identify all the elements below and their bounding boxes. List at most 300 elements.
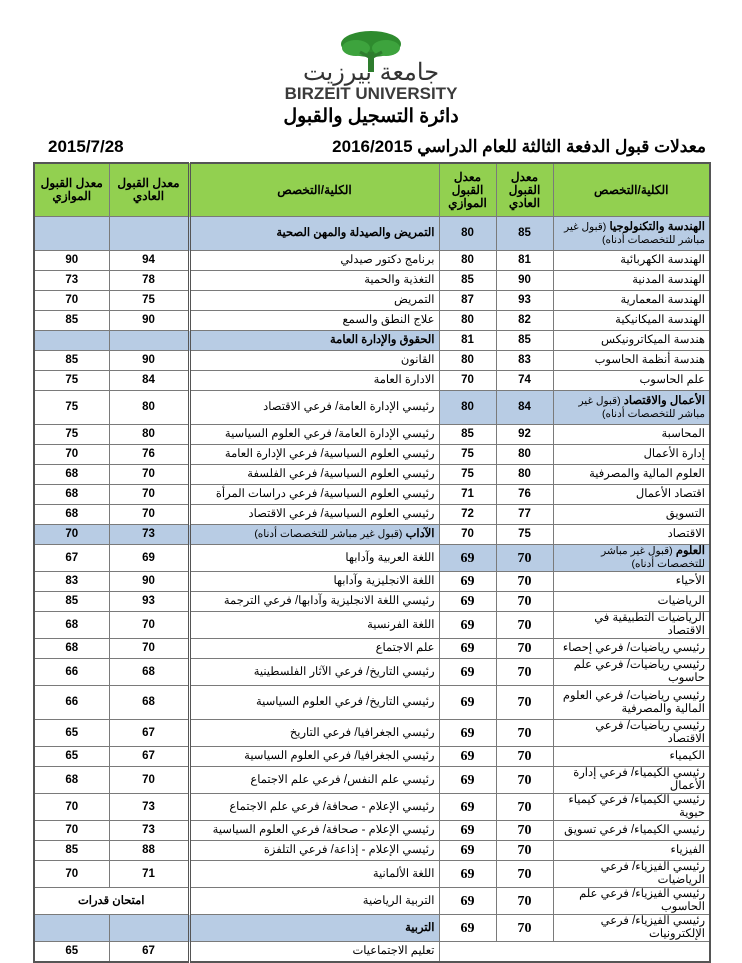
program-label: الفيزياء (670, 844, 705, 856)
right-parallel-rate: 69 (439, 545, 496, 572)
right-parallel-rate: 69 (439, 841, 496, 861)
table-row (34, 572, 710, 592)
left-regular-rate: 88 (109, 841, 189, 861)
program-label: رئيسي اللغة الانجليزية وآدابها/ فرعي الترجمة (223, 595, 435, 607)
left-program-name (189, 291, 439, 311)
right-regular-rate: 75 (496, 525, 553, 545)
left-regular-rate: 68 (109, 659, 189, 686)
right-regular-rate: 70 (496, 767, 553, 794)
right-regular-rate: 70 (496, 686, 553, 720)
table-row (34, 545, 710, 572)
left-parallel-rate: 67 (34, 545, 109, 572)
program-label: اللغة العربية وآدابها (345, 551, 435, 564)
left-program-name (189, 659, 439, 686)
left-regular-rate: 71 (109, 861, 189, 888)
program-label: التمريض والصيدلة والمهن الصحية (276, 227, 435, 239)
right-empty-row (439, 942, 710, 963)
right-regular-rate: 77 (496, 505, 553, 525)
right-parallel-rate: 81 (439, 331, 496, 351)
right-program-name (553, 251, 710, 271)
program-label: التغذية والحمية (364, 274, 435, 286)
left-regular-rate (109, 915, 189, 942)
right-parallel-rate: 80 (439, 251, 496, 271)
program-label: التربية (405, 921, 435, 934)
left-parallel-rate: 85 (34, 841, 109, 861)
right-parallel-rate: 69 (439, 888, 496, 915)
right-program-header: الكلية/التخصص (553, 163, 710, 217)
left-program-name (189, 612, 439, 639)
right-regular-rate: 92 (496, 425, 553, 445)
table-row (34, 525, 710, 545)
left-regular-rate: 73 (109, 794, 189, 821)
right-program-name (553, 841, 710, 861)
right-regular-rate: 85 (496, 217, 553, 251)
program-label: رئيسي الإدارة العامة/ فرعي الاقتصاد (263, 401, 435, 413)
left-regular-rate: 68 (109, 686, 189, 720)
program-label: المحاسبة (661, 428, 705, 440)
program-label: رئيسي الفيزياء/ فرعي الرياضيات (600, 861, 705, 886)
left-program-name (189, 217, 439, 251)
left-parallel-rate: 90 (34, 251, 109, 271)
right-parallel-header: معدل القبول الموازي (439, 163, 496, 217)
left-regular-rate: 67 (109, 942, 189, 963)
left-program-name (189, 251, 439, 271)
right-program-name (553, 686, 710, 720)
program-label: رئيسي الفيزياء/ فرعي علم الحاسوب (579, 888, 705, 913)
right-parallel-rate: 80 (439, 311, 496, 331)
left-parallel-rate (34, 915, 109, 942)
right-program-name (553, 720, 710, 747)
program-label: رئيسي التاريخ/ فرعي العلوم السياسية (255, 696, 435, 708)
program-label: علاج النطق والسمع (342, 314, 435, 326)
left-parallel-rate: 68 (34, 639, 109, 659)
left-parallel-rate: 75 (34, 371, 109, 391)
right-parallel-rate: 80 (439, 391, 496, 425)
right-parallel-rate: 69 (439, 794, 496, 821)
right-regular-rate: 81 (496, 251, 553, 271)
program-label: رئيسي رياضيات/ فرعي العلوم المالية والمصرفية (562, 689, 705, 715)
right-regular-rate: 70 (496, 888, 553, 915)
program-label: رئيسي الإعلام - صحافة/ فرعي العلوم السياسية (212, 824, 435, 836)
left-regular-rate: 73 (109, 525, 189, 545)
program-label: رئيسي الجغرافيا/ فرعي التاريخ (289, 726, 435, 739)
table-row (34, 271, 710, 291)
program-label: الادارة العامة (373, 374, 435, 386)
left-parallel-rate: 68 (34, 612, 109, 639)
left-parallel-rate: 68 (34, 465, 109, 485)
right-regular-rate: 74 (496, 371, 553, 391)
program-note: (قبول غير مباشر للتخصصات أدناه) (578, 394, 705, 420)
program-label: اقتصاد الأعمال (635, 488, 705, 500)
right-parallel-rate: 80 (439, 351, 496, 371)
left-regular-rate: 70 (109, 505, 189, 525)
left-parallel-rate: 68 (34, 767, 109, 794)
table-row (34, 821, 710, 841)
university-name-arabic: جامعة بيرزيت (302, 58, 440, 86)
right-program-name (553, 915, 710, 942)
program-label: العلوم المالية والمصرفية (589, 468, 705, 480)
program-label: التربية الرياضية (362, 894, 435, 907)
left-regular-rate: 70 (109, 465, 189, 485)
left-program-name (189, 686, 439, 720)
program-label: الهندسة الميكانيكية (615, 314, 705, 326)
left-parallel-rate: 75 (34, 391, 109, 425)
program-label: تعليم الاجتماعيات (352, 945, 435, 957)
program-label: علم الحاسوب (639, 374, 705, 386)
right-program-name (553, 821, 710, 841)
left-program-name (189, 371, 439, 391)
left-regular-rate: 80 (109, 425, 189, 445)
right-program-name (553, 371, 710, 391)
right-program-name (553, 291, 710, 311)
left-program-header: الكلية/التخصص (189, 163, 439, 217)
table-row (34, 747, 710, 767)
left-regular-rate: 75 (109, 291, 189, 311)
admission-rates-table (33, 162, 711, 963)
program-label: هندسة أنظمة الحاسوب (594, 354, 705, 366)
program-label: رئيسي العلوم السياسية/ فرعي الفلسفة (247, 468, 435, 480)
right-regular-rate: 70 (496, 545, 553, 572)
left-regular-rate: 76 (109, 445, 189, 465)
left-program-name (189, 841, 439, 861)
document-date: 2015/7/28 (48, 137, 124, 156)
left-regular-rate (109, 331, 189, 351)
left-parallel-rate (34, 331, 109, 351)
right-regular-rate: 70 (496, 592, 553, 612)
table-row (34, 686, 710, 720)
program-label: الهندسة والتكنولوجيا (609, 220, 705, 233)
table-row (34, 465, 710, 485)
right-program-name (553, 485, 710, 505)
left-program-name (189, 331, 439, 351)
left-program-name (189, 505, 439, 525)
left-regular-rate: 70 (109, 767, 189, 794)
left-regular-rate: 67 (109, 720, 189, 747)
table-row (34, 485, 710, 505)
right-program-name (553, 465, 710, 485)
table-row (34, 217, 710, 251)
left-program-name (189, 465, 439, 485)
program-note: (قبول غير مباشر للتخصصات أدناه) (601, 545, 705, 570)
left-parallel-rate: 66 (34, 686, 109, 720)
left-parallel-header: معدل القبول الموازي (34, 163, 109, 217)
program-label: رئيسي الإعلام - صحافة/ فرعي علم الاجتماع (229, 800, 435, 813)
right-regular-rate: 70 (496, 659, 553, 686)
left-parallel-rate: 65 (34, 942, 109, 963)
right-parallel-rate: 70 (439, 525, 496, 545)
left-regular-rate: 94 (109, 251, 189, 271)
left-parallel-rate: 70 (34, 821, 109, 841)
program-label: اللغة الألمانية (372, 867, 435, 880)
program-label: رئيسي علم النفس/ فرعي علم الاجتماع (250, 773, 435, 786)
program-label: هندسة الميكاترونيكس (600, 334, 705, 346)
left-parallel-rate: 70 (34, 861, 109, 888)
left-parallel-rate: 85 (34, 311, 109, 331)
right-parallel-rate: 69 (439, 612, 496, 639)
left-parallel-rate: 68 (34, 485, 109, 505)
left-parallel-rate (34, 217, 109, 251)
left-program-name (189, 861, 439, 888)
right-parallel-rate: 69 (439, 639, 496, 659)
left-program-name (189, 425, 439, 445)
left-merged-note: امتحان قدرات (34, 888, 189, 915)
left-program-name (189, 572, 439, 592)
program-label: رئيسي العلوم السياسية/ فرعي الإدارة العامة (224, 448, 435, 460)
left-parallel-rate: 70 (34, 291, 109, 311)
table-row (34, 505, 710, 525)
program-label: رئيسي رياضيات/ فرعي إحصاء (562, 642, 705, 654)
left-regular-rate (109, 217, 189, 251)
left-regular-header: معدل القبول العادي (109, 163, 189, 217)
left-program-name (189, 311, 439, 331)
right-program-name (553, 861, 710, 888)
right-program-name (553, 445, 710, 465)
university-name-english: BIRZEIT UNIVERSITY (284, 84, 458, 103)
right-regular-rate: 70 (496, 841, 553, 861)
left-program-name (189, 767, 439, 794)
table-row (34, 291, 710, 311)
right-regular-rate: 70 (496, 639, 553, 659)
left-regular-rate: 70 (109, 612, 189, 639)
right-regular-rate: 70 (496, 572, 553, 592)
table-row (34, 767, 710, 794)
program-label: اللغة الفرنسية (367, 618, 435, 631)
department-name: دائرة التسجيل والقبول (283, 106, 459, 127)
left-program-name (189, 915, 439, 942)
right-parallel-rate: 85 (439, 425, 496, 445)
right-program-name (553, 351, 710, 371)
table-row (34, 391, 710, 425)
right-program-name (553, 425, 710, 445)
table-row (34, 371, 710, 391)
table-row (34, 720, 710, 747)
left-program-name (189, 794, 439, 821)
right-parallel-rate: 69 (439, 767, 496, 794)
program-label: الحقوق والإدارة العامة (330, 334, 435, 346)
right-parallel-rate: 69 (439, 747, 496, 767)
left-parallel-rate: 70 (34, 525, 109, 545)
program-label: الكيمياء (669, 750, 705, 762)
program-label: العلوم (675, 545, 705, 557)
table-row (34, 841, 710, 861)
table-row (34, 861, 710, 888)
right-program-name (553, 525, 710, 545)
right-program-name (553, 767, 710, 794)
left-parallel-rate: 75 (34, 425, 109, 445)
program-label: رئيسي الكيمياء/ فرعي تسويق (564, 824, 705, 836)
table-row (34, 612, 710, 639)
right-program-name (553, 572, 710, 592)
left-program-name (189, 592, 439, 612)
left-parallel-rate: 73 (34, 271, 109, 291)
right-program-name (553, 505, 710, 525)
table-row (34, 915, 710, 942)
program-label: اللغة الانجليزية وآدابها (333, 575, 435, 587)
right-program-name (553, 271, 710, 291)
left-regular-rate: 70 (109, 485, 189, 505)
table-row (34, 639, 710, 659)
program-label: رئيسي الجغرافيا/ فرعي العلوم السياسية (244, 750, 435, 762)
right-regular-rate: 80 (496, 465, 553, 485)
program-label: الأعمال والاقتصاد (623, 394, 705, 407)
right-program-name (553, 659, 710, 686)
right-program-name (553, 311, 710, 331)
left-program-name (189, 445, 439, 465)
program-label: رئيسي الإدارة العامة/ فرعي العلوم السياسية (224, 428, 435, 440)
right-regular-rate: 70 (496, 747, 553, 767)
right-regular-rate: 70 (496, 915, 553, 942)
program-label: رئيسي رياضيات/ فرعي علم حاسوب (573, 659, 705, 684)
right-program-name (553, 639, 710, 659)
right-parallel-rate: 70 (439, 371, 496, 391)
table-row (34, 794, 710, 821)
program-label: رئيسي الكيمياء/ فرعي كيمياء حيوية (568, 794, 705, 819)
program-label: التسويق (665, 508, 705, 520)
left-regular-rate: 90 (109, 351, 189, 371)
program-label: علم الاجتماع (375, 642, 435, 654)
right-regular-rate: 70 (496, 821, 553, 841)
program-label: رئيسي رياضيات/ فرعي الاقتصاد (595, 720, 705, 745)
left-program-name (189, 747, 439, 767)
program-label: رئيسي الفيزياء/ فرعي الإلكترونيات (600, 915, 705, 940)
program-note: (قبول غير مباشر للتخصصات أدناه) (254, 528, 403, 540)
right-parallel-rate: 69 (439, 720, 496, 747)
right-parallel-rate: 72 (439, 505, 496, 525)
left-parallel-rate: 83 (34, 572, 109, 592)
program-label: القانون (400, 354, 435, 366)
left-program-name (189, 271, 439, 291)
right-parallel-rate: 69 (439, 686, 496, 720)
left-parallel-rate: 85 (34, 592, 109, 612)
right-regular-rate: 70 (496, 720, 553, 747)
table-row (34, 331, 710, 351)
right-program-name (553, 794, 710, 821)
left-regular-rate: 70 (109, 639, 189, 659)
left-regular-rate: 73 (109, 821, 189, 841)
program-label: رئيسي الكيمياء/ فرعي إدارة الأعمال (573, 767, 705, 792)
program-label: الآداب (405, 528, 435, 540)
right-parallel-rate: 71 (439, 485, 496, 505)
left-regular-rate: 90 (109, 311, 189, 331)
right-program-name (553, 217, 710, 251)
left-regular-rate: 84 (109, 371, 189, 391)
left-parallel-rate: 85 (34, 351, 109, 371)
left-parallel-rate: 68 (34, 505, 109, 525)
program-label: الهندسة الكهربائية (620, 254, 705, 266)
left-parallel-rate: 66 (34, 659, 109, 686)
right-regular-rate: 70 (496, 612, 553, 639)
right-parallel-rate: 75 (439, 465, 496, 485)
right-regular-rate: 83 (496, 351, 553, 371)
right-parallel-rate: 69 (439, 915, 496, 942)
left-program-name (189, 351, 439, 371)
right-regular-rate: 85 (496, 331, 553, 351)
table-row (34, 351, 710, 371)
program-label: رئيسي الإعلام - إذاعة/ فرعي التلفزة (263, 844, 435, 856)
table-row (34, 659, 710, 686)
program-label: رئيسي العلوم السياسية/ فرعي دراسات المرأة (215, 488, 435, 500)
left-regular-rate: 78 (109, 271, 189, 291)
right-parallel-rate: 87 (439, 291, 496, 311)
right-parallel-rate: 69 (439, 592, 496, 612)
right-regular-rate: 76 (496, 485, 553, 505)
left-program-name (189, 821, 439, 841)
program-label: الرياضيات (657, 595, 705, 607)
left-parallel-rate: 70 (34, 445, 109, 465)
left-parallel-rate: 65 (34, 720, 109, 747)
left-regular-rate: 90 (109, 572, 189, 592)
right-parallel-rate: 80 (439, 217, 496, 251)
right-regular-rate: 80 (496, 445, 553, 465)
right-parallel-rate: 69 (439, 861, 496, 888)
left-program-name (189, 545, 439, 572)
right-program-name (553, 612, 710, 639)
left-regular-rate: 80 (109, 391, 189, 425)
right-program-name (553, 747, 710, 767)
left-program-name (189, 639, 439, 659)
right-regular-rate: 90 (496, 271, 553, 291)
left-program-name (189, 391, 439, 425)
left-parallel-rate: 70 (34, 794, 109, 821)
right-program-name (553, 545, 710, 572)
table-row (34, 942, 710, 963)
program-label: الهندسة المعمارية (620, 294, 705, 306)
right-parallel-rate: 69 (439, 821, 496, 841)
program-label: إدارة الأعمال (643, 448, 705, 460)
program-label: رئيسي التاريخ/ فرعي الآثار الفلسطينية (253, 665, 435, 678)
right-program-name (553, 888, 710, 915)
program-label: التمريض (394, 294, 435, 306)
table-row (34, 251, 710, 271)
table-row (34, 445, 710, 465)
program-label: الأحياء (675, 575, 705, 587)
left-parallel-rate: 65 (34, 747, 109, 767)
right-program-name (553, 391, 710, 425)
table-row (34, 888, 710, 915)
right-regular-rate: 84 (496, 391, 553, 425)
program-label: الاقتصاد (667, 528, 705, 540)
right-regular-rate: 70 (496, 861, 553, 888)
left-regular-rate: 93 (109, 592, 189, 612)
right-parallel-rate: 69 (439, 659, 496, 686)
program-label: برنامج دكتور صيدلي (340, 254, 435, 266)
left-program-name (189, 485, 439, 505)
left-program-name (189, 888, 439, 915)
table-header-row (34, 163, 710, 217)
left-program-name (189, 525, 439, 545)
program-label: الرياضيات التطبيقية في الاقتصاد (594, 612, 705, 637)
right-regular-rate: 93 (496, 291, 553, 311)
table-row (34, 425, 710, 445)
page-title: معدلات قبول الدفعة الثالثة للعام الدراسي 2016/2015 (332, 137, 706, 156)
right-program-name (553, 592, 710, 612)
table-row (34, 311, 710, 331)
left-regular-rate: 69 (109, 545, 189, 572)
right-parallel-rate: 85 (439, 271, 496, 291)
right-program-name (553, 331, 710, 351)
right-parallel-rate: 75 (439, 445, 496, 465)
right-regular-header: معدل القبول العادي (496, 163, 553, 217)
left-program-name (189, 942, 439, 963)
program-label: رئيسي العلوم السياسية/ فرعي الاقتصاد (248, 508, 435, 520)
program-label: الهندسة المدنية (632, 274, 705, 286)
right-regular-rate: 82 (496, 311, 553, 331)
program-note: (قبول غير مباشر للتخصصات أدناه) (564, 220, 705, 246)
right-parallel-rate: 69 (439, 572, 496, 592)
left-program-name (189, 720, 439, 747)
left-regular-rate: 67 (109, 747, 189, 767)
table-row (34, 592, 710, 612)
